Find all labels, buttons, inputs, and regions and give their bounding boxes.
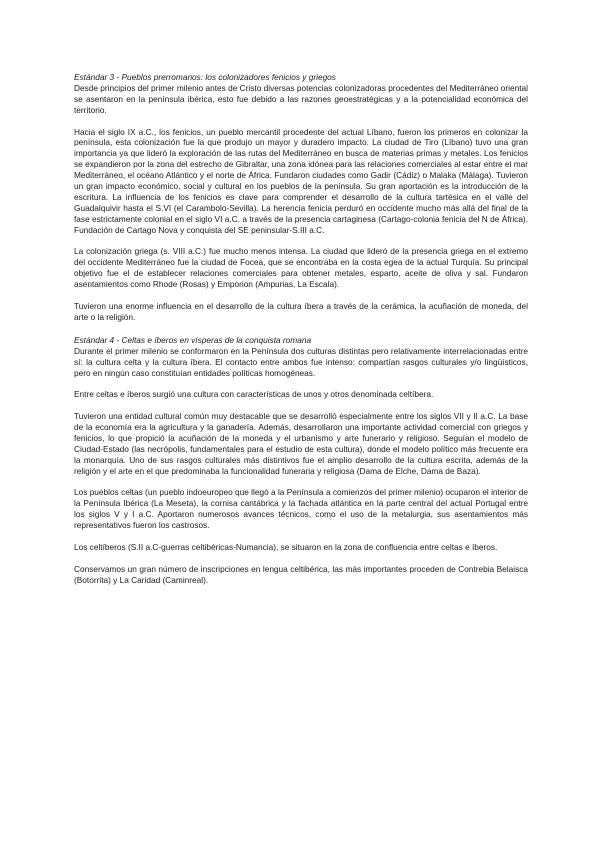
section-4-paragraph-1: Durante el primer milenio se conformaron en la Península dos culturas distintas pero relativamente interrelacionadas entre sí: la cultura celta y la cultura íbera. El contacto entre ambos fue intenso: compartían rasgos culturales y/o lingüísticos, pero en ningún caso constituían entidades políticas homogéneas. bbox=[74, 345, 528, 378]
section-3-paragraph-3: La colonización griega (s. VIII a.C.) fue mucho menos intensa. La ciudad que lideró de la presencia griega en el extremo del occidente Mediterráneo fue la ciudad de Focea, que se encontraba en la costa egea de la actual Turquía. Su principal objetivo fue el de establecer relaciones comerciales para obtener metales, esparto, aceite de oliva y sal. Fundaron asentamientos como Rhode (Rosas) y Emporion (Ampurias, La Escala). bbox=[74, 246, 528, 290]
section-3-paragraph-4: Tuvieron una enorme influencia en el desarrollo de la cultura íbera a través de la cerámica, la acuñación de moneda, del arte o la religión. bbox=[74, 300, 528, 322]
section-4-paragraph-6: Conservamos un gran número de inscripciones en lengua celtibérica, las más importantes proceden de Contrebia Belaisca (Botorrita) y La Caridad (Caminreal). bbox=[74, 563, 528, 585]
section-4-paragraph-5: Los celtíberos (S.II a.C-guerras celtibéricas-Numancia), se situaron en la zona de confluencia entre celtas e íberos. bbox=[74, 541, 498, 552]
section-3-paragraph-2: Hacia el siglo IX a.C., los fenicios, un pueblo mercantil procedente del actual Líbano, fueron los primeros en colonizar la península, esta colonización fue la que produjo un mayor y duradero impacto. La ciudad de Tiro (Líbano) tuvo una gran importancia ya que lideró la exploración de las rutas del Mediterráneo en busca de materias primas y metales. Los fenicios se expandieron por la zona del estrecho de Gibraltar, una zona idónea para las relaciones comerciales al estar entre el mar Mediterráneo, el océano Atlántico y el norte de África. Fundaron ciudades como Gadir (Cádiz) o Malaka (Málaga). Tuvieron un gran impacto económico, social y cultural en los pueblos de la península. Su gran aportación es la introducción de la escritura. La influencia de los fenicios es clave para comprender el desarrollo de la cultura tartésica en el valle del Guadalquivir hasta el S.VI (el Carambolo-Sevilla). La herencia fenicia perduró en occidente mucho más allá del final de la fase estrictamente colonial en el siglo VI a.C. a través de la presencia cartaginesa (Cartago-colonia fenicia del N de África). Fundación de Cartago Nova y conquista del SE peninsular-S.III a.C. bbox=[74, 126, 528, 235]
section-4-paragraph-2: Entre celtas e íberos surgió una cultura con características de unos y otros denominada celtíbera. bbox=[74, 389, 434, 400]
section-4-paragraph-3: Tuvieron una entidad cultural común muy destacable que se desarrolló especialmente entre los siglos VII y II a.C. La base de la economía era la agricultura y la ganadería. Además, desarrollaron una importante actividad comercial con griegos y fenicios, lo que propició la acuñación de la moneda y el urbanismo y arte funerario y religioso. Seguían el modelo de Ciudad-Estado (las necrópolis, fundamentales para el estudio de esta cultura), donde el modelo político más frecuente era la monarquía. Uno de sus rasgos culturales más distintivos fue el amplio desarrollo de la cultura escrita, además de la religión y el arte en el que predominaba la funcionalidad funeraria y religiosa (Dama de Elche, Dama de Baza). bbox=[74, 411, 528, 476]
section-3-heading: Estándar 3 - Pueblos prerromanos: los colonizadores fenicios y griegos bbox=[74, 72, 336, 82]
section-4-heading: Estándar 4 - Celtas e íberos en vísperas de la conquista romana bbox=[74, 334, 312, 345]
section-4-paragraph-4: Los pueblos celtas (un pueblo indoeuropeo que llegó a la Península a comienzos del primer milenio) ocuparon el interior de la Península Ibérica (La Meseta), la cornisa cantábrica y la fachada atlántica en la parte central del actual Portugal entre los siglos V y I a.C. Aportaron numerosos avances técnicos, como el uso de la metalurgia, sus asentamientos más representativos fueron los castrosos. bbox=[74, 487, 528, 531]
section-3-paragraph-1: Desde principios del primer milenio antes de Cristo diversas potencias colonizadoras procedentes del Mediterráneo oriental se asentaron en la península ibérica, esto fue debido a las razones geoestratégicas y a la potencialidad económica del territorio. bbox=[74, 82, 528, 115]
document-page bbox=[74, 72, 528, 586]
